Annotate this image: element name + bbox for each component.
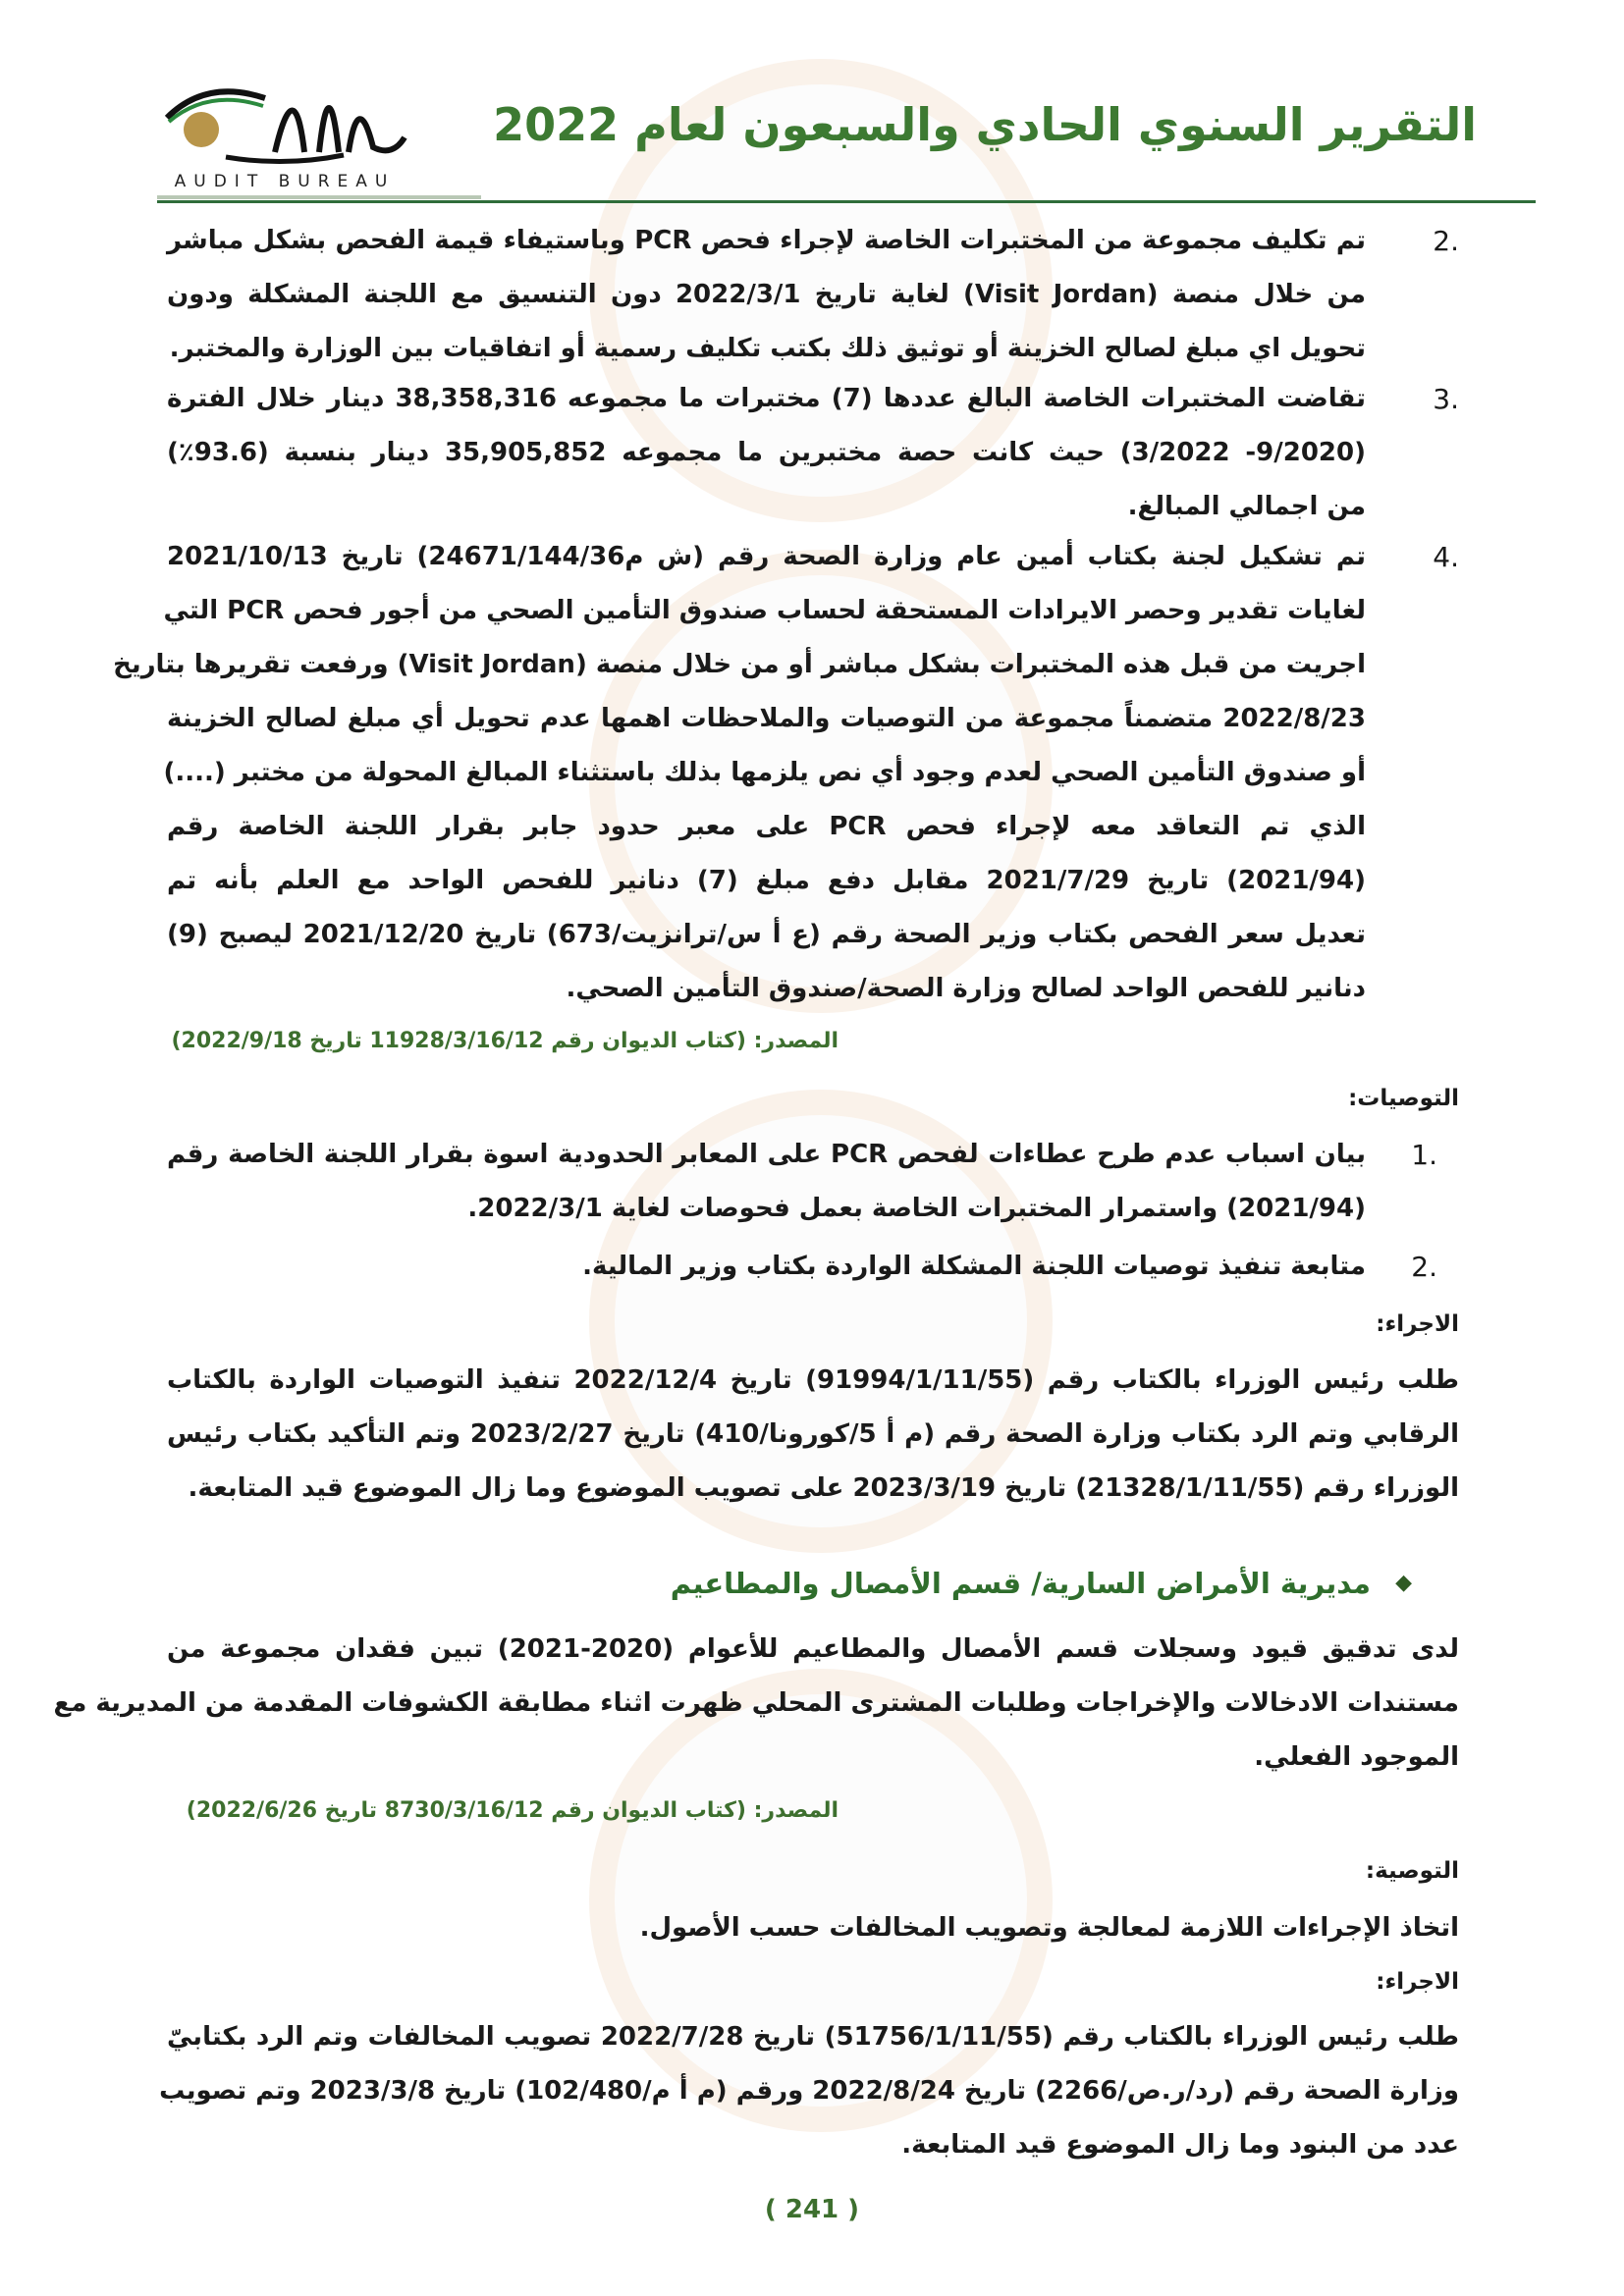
action-heading: الاجراء: — [1376, 1969, 1459, 1995]
text-line: تم تشكيل لجنة بكتاب أمين عام وزارة الصحة رقم (ش م24671/144/36) تاريخ 2021/10/13 — [167, 542, 1366, 571]
action-paragraph — [167, 1354, 1459, 1516]
text-line: لدى تدقيق قيود وسجلات قسم الأمصال والمطاعيم للأعوام (2020-2021) تبين فقدان مجموعة من — [167, 1634, 1459, 1664]
item-number: 3. — [1433, 383, 1459, 415]
finding-item-3 — [167, 372, 1366, 534]
text-line: الموجود الفعلي. — [1254, 1742, 1459, 1772]
report-title: التقرير السنوي الحادي والسبعون لعام 2022 — [493, 98, 1477, 151]
text-line: تقاضت المختبرات الخاصة البالغ عددها (7) مختبرات ما مجموعه 38,358,316 دينار خلال الفترة — [167, 384, 1366, 413]
audit-bureau-logo — [147, 59, 422, 191]
text-line: اتخاذ الإجراءات اللازمة لمعالجة وتصويب المخالفات حسب الأصول. — [639, 1913, 1459, 1943]
text-line: 2022/8/23 متضمناً مجموعة من التوصيات والملاحظات اهمها عدم تحويل أي مبلغ لصالح الخزينة — [167, 704, 1366, 733]
source-citation: المصدر: (كتاب الديوان رقم 11928/3/16/12 تاريخ 2022/9/18) — [171, 1029, 839, 1053]
item-number: 2. — [1411, 1251, 1437, 1283]
text-line: (2021/94) واستمرار المختبرات الخاصة بعمل فحوصات لغاية 2022/3/1. — [467, 1194, 1366, 1223]
finding-item-4 — [113, 530, 1366, 1016]
diamond-bullet-icon: ◆ — [1395, 1571, 1412, 1595]
action-heading: الاجراء: — [1376, 1311, 1459, 1337]
item-number: 2. — [1433, 225, 1459, 257]
text-line: الذي تم التعاقد معه لإجراء فحص PCR على معبر حدود جابر بقرار اللجنة الخاصة رقم — [167, 812, 1366, 841]
recommendation-1 — [167, 1128, 1366, 1236]
item-number: 4. — [1433, 541, 1459, 573]
text-line: دنانير للفحص الواحد لصالح وزارة الصحة/صندوق التأمين الصحي. — [566, 974, 1366, 1003]
text-line: أو صندوق التأمين الصحي لعدم وجود أي نص يلزمها بذلك باستثناء المبالغ المحولة من مختبر (....) — [163, 758, 1366, 787]
text-line: بيان اسباب عدم طرح عطاءات لفحص PCR على المعابر الحدودية اسوة بقرار اللجنة الخاصة رقم — [167, 1140, 1366, 1169]
finding-item-2 — [167, 214, 1366, 376]
text-line: طلب رئيس الوزراء بالكتاب رقم (51756/1/11/55) تاريخ 2022/7/28 تصويب المخالفات وتم الرد بكتابيّ — [167, 2022, 1459, 2052]
text-line: تحويل اي مبلغ لصالح الخزينة أو توثيق ذلك بكتب تكليف رسمية أو اتفاقيات بين الوزارة والمختبر. — [169, 334, 1366, 363]
item-number: 1. — [1411, 1139, 1437, 1171]
text-line: الرقابي وتم الرد بكتاب وزارة الصحة رقم (م أ 5/كورونا/410) تاريخ 2023/2/27 وتم التأكيد بكتاب رئيس — [167, 1419, 1460, 1449]
text-line: تم تكليف مجموعة من المختبرات الخاصة لإجراء فحص PCR وباستيفاء قيمة الفحص بشكل مباشر — [167, 226, 1367, 255]
page-number: ( 241 ) — [764, 2195, 860, 2224]
text-line: تعديل سعر الفحص بكتاب وزير الصحة رقم (ع أ س/ترانزيت/673) تاريخ 2021/12/20 ليصبح (9) — [167, 920, 1366, 949]
header-divider — [157, 200, 1536, 203]
text-line: وزارة الصحة رقم (رد/ر.ص/2266) تاريخ 2022/8/24 ورقم (م أ م/102/480) تاريخ 2023/3/8 وتم تصويب — [159, 2076, 1459, 2106]
text-line: عدد من البنود وما زال الموضوع قيد المتابعة. — [901, 2130, 1459, 2160]
logo-english-text: AUDIT BUREAU — [174, 172, 396, 191]
text-line: (2021/94) تاريخ 2021/7/29 مقابل دفع مبلغ (7) دنانير للفحص الواحد مع العلم بأنه تم — [167, 866, 1366, 895]
text-line: (9/2020- 3/2022) حيث كانت حصة مختبرين ما مجموعه 35,905,852 دينار بنسبة (93.6٪) — [167, 438, 1366, 467]
section-paragraph — [53, 1623, 1459, 1785]
recommendation-text — [167, 1901, 1459, 1955]
text-line: متابعة تنفيذ توصيات اللجنة المشكلة الواردة بكتاب وزير المالية. — [582, 1252, 1366, 1281]
text-line: لغايات تقدير وحصر الايرادات المستحقة لحساب صندوق التأمين الصحي من أجور فحص PCR التي — [163, 596, 1366, 625]
text-line: من اجمالي المبالغ. — [1127, 492, 1366, 521]
source-citation: المصدر: (كتاب الديوان رقم 8730/3/16/12 تاريخ 2022/6/26) — [186, 1798, 839, 1823]
section-heading: مديرية الأمراض السارية/ قسم الأمصال والمطاعيم — [670, 1567, 1371, 1600]
recommendation-heading: التوصية: — [1365, 1858, 1459, 1884]
recommendation-2 — [167, 1240, 1366, 1294]
text-line: مستندات الادخالات والإخراجات وطلبات المشترى المحلي ظهرت اثناء مطابقة الكشوفات المقدمة من المديرية مع — [53, 1688, 1459, 1718]
text-line: اجريت من قبل هذه المختبرات بشكل مباشر أو من خلال منصة (Visit Jordan) ورفعت تقريرها بتاريخ — [113, 650, 1366, 679]
page-header — [0, 0, 1624, 211]
header-divider-accent — [157, 195, 481, 199]
text-line: طلب رئيس الوزراء بالكتاب رقم (91994/1/11/55) تاريخ 2022/12/4 تنفيذ التوصيات الواردة بالكتاب — [167, 1365, 1459, 1395]
recommendations-heading: التوصيات: — [1348, 1086, 1459, 1111]
action-paragraph — [159, 2010, 1459, 2172]
text-line: الوزراء رقم (21328/1/11/55) تاريخ 2023/3/19 على تصويب الموضوع وما زال الموضوع قيد المتابعة. — [188, 1473, 1459, 1503]
logo-emblem-icon — [147, 59, 422, 167]
text-line: من خلال منصة (Visit Jordan) لغاية تاريخ 2022/3/1 دون التنسيق مع اللجنة المشكلة ودون — [167, 280, 1367, 309]
